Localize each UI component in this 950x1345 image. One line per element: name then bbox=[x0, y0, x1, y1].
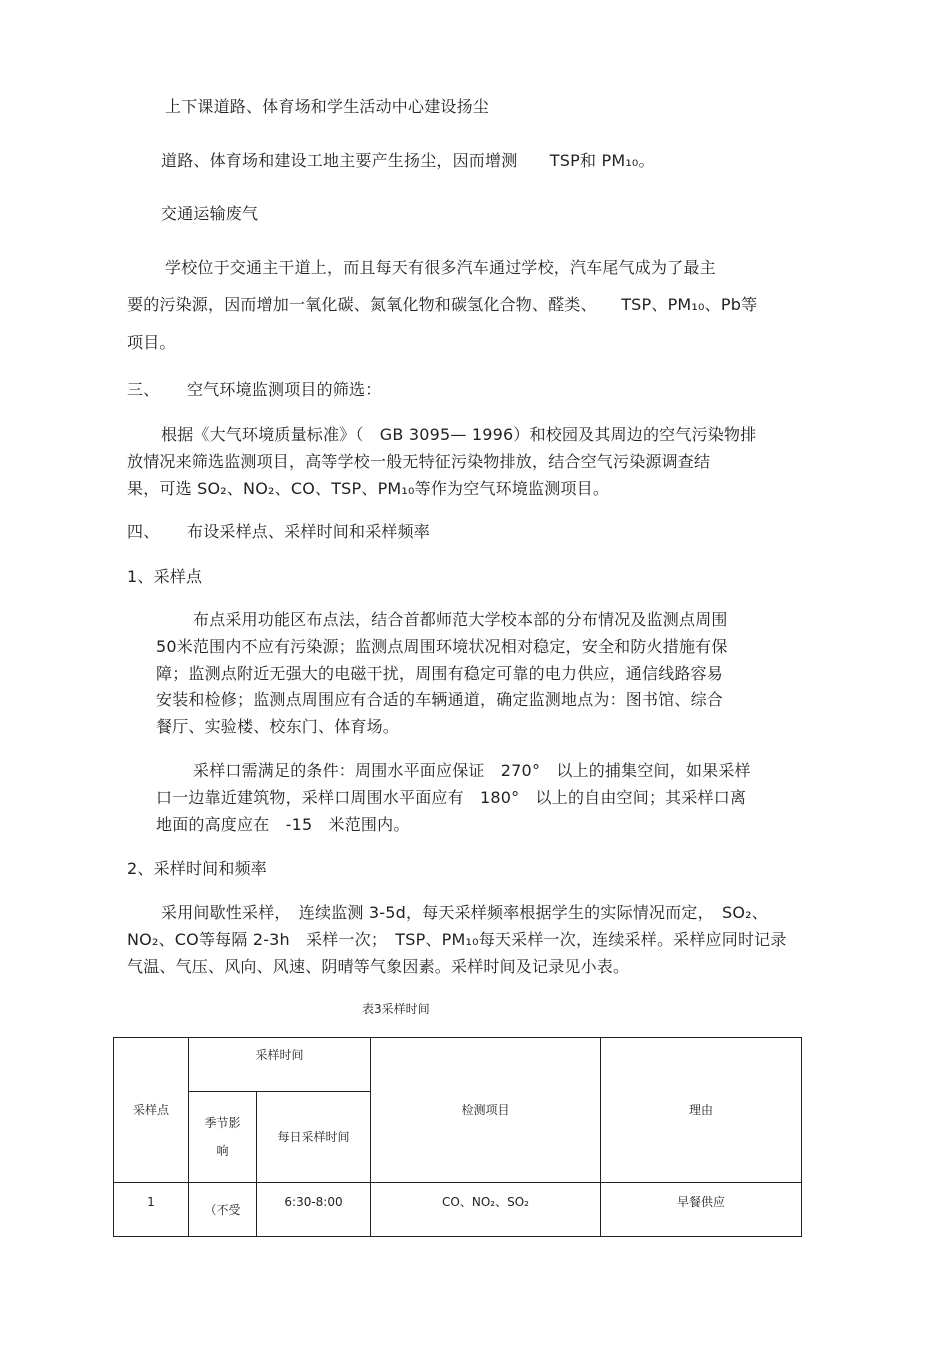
section-number: 四、 bbox=[127, 522, 160, 541]
section-number: 三、 bbox=[127, 380, 160, 399]
header-reason: 理由 bbox=[601, 1038, 802, 1183]
subsection-title: 2、采样时间和频率 bbox=[127, 859, 267, 878]
paragraph-line: 要的污染源，因而增加一氧化碳、氮氧化物和碳氢化合物、醛类、 TSP、PM₁₀、Pb等 bbox=[127, 295, 758, 314]
paragraph-line: 采用间歇性采样， 连续监测 3-5d，每天采样频率根据学生的实际情况而定， SO₂、 bbox=[161, 903, 768, 922]
paragraph-line: 布点采用功能区布点法，结合首都师范大学校本部的分布情况及监测点周围 bbox=[193, 610, 728, 629]
section-title: 空气环境监测项目的筛选： bbox=[187, 380, 382, 399]
table-row bbox=[114, 1183, 802, 1237]
header-season-line2: 响 bbox=[216, 1144, 229, 1158]
cell-daily: 6:30-8:00 bbox=[257, 1183, 371, 1237]
header-site: 采样点 bbox=[114, 1038, 189, 1183]
paragraph-line: 上下课道路、体育场和学生活动中心建设扬尘 bbox=[165, 97, 490, 116]
paragraph-line: 根据《大气环境质量标准》（ GB 3095— 1996）和校园及其周边的空气污染物排 bbox=[161, 425, 757, 444]
cell-reason: 早餐供应 bbox=[601, 1183, 802, 1237]
paragraph-line: 项目。 bbox=[127, 333, 176, 352]
header-season bbox=[189, 1092, 257, 1183]
paragraph-line: 安装和检修；监测点周围应有合适的车辆通道，确定监测地点为：图书馆、综合 bbox=[156, 690, 724, 709]
paragraph-line: 道路、体育场和建设工地主要产生扬尘，因而增测 TSP和 PM₁₀。 bbox=[161, 151, 655, 170]
subsection-title: 1、采样点 bbox=[127, 567, 203, 586]
paragraph-line: 口一边靠近建筑物，采样口周围水平面应有 180° 以上的自由空间；其采样口离 bbox=[156, 788, 747, 807]
paragraph-line: 交通运输废气 bbox=[161, 204, 259, 223]
paragraph-line: 餐厅、实验楼、校东门、体育场。 bbox=[156, 717, 400, 736]
paragraph-line: 地面的高度应在 -15 米范围内。 bbox=[156, 815, 410, 834]
paragraph-line: 障；监测点附近无强大的电磁干扰，周围有稳定可靠的电力供应，通信线路容易 bbox=[156, 664, 724, 683]
sampling-time-table bbox=[113, 1037, 802, 1237]
paragraph-line: 学校位于交通主干道上，而且每天有很多汽车通过学校，汽车尾气成为了最主 bbox=[165, 258, 716, 277]
paragraph-line: 果，可选 SO₂、NO₂、CO、TSP、PM₁₀等作为空气环境监测项目。 bbox=[127, 479, 610, 498]
header-season-line1: 季节影 bbox=[204, 1116, 241, 1130]
paragraph-line: 50米范围内不应有污染源；监测点周围环境状况相对稳定，安全和防火措施有保 bbox=[156, 637, 728, 656]
paragraph-line: 采样口需满足的条件：周围水平面应保证 270° 以上的捕集空间，如果采样 bbox=[193, 761, 751, 780]
header-time-group: 采样时间 bbox=[189, 1038, 371, 1092]
header-daily: 每日采样时间 bbox=[257, 1092, 371, 1183]
cell-season: （不受 bbox=[189, 1183, 257, 1237]
paragraph-line: 气温、气压、风向、风速、阴晴等气象因素。采样时间及记录见小表。 bbox=[127, 957, 630, 976]
cell-items: CO、NO₂、SO₂ bbox=[371, 1183, 601, 1237]
cell-site: 1 bbox=[114, 1183, 189, 1237]
header-items: 检测项目 bbox=[371, 1038, 601, 1183]
section-title: 布设采样点、采样时间和采样频率 bbox=[187, 522, 431, 541]
paragraph-line: 放情况来筛选监测项目，高等学校一般无特征污染物排放，结合空气污染源调查结 bbox=[127, 452, 711, 471]
paragraph-line: NO₂、CO等每隔 2-3h 采样一次； TSP、PM₁₀每天采样一次，连续采样。采样应同时记录 bbox=[127, 930, 787, 949]
table-caption: 表3采样时间 bbox=[362, 1002, 430, 1016]
